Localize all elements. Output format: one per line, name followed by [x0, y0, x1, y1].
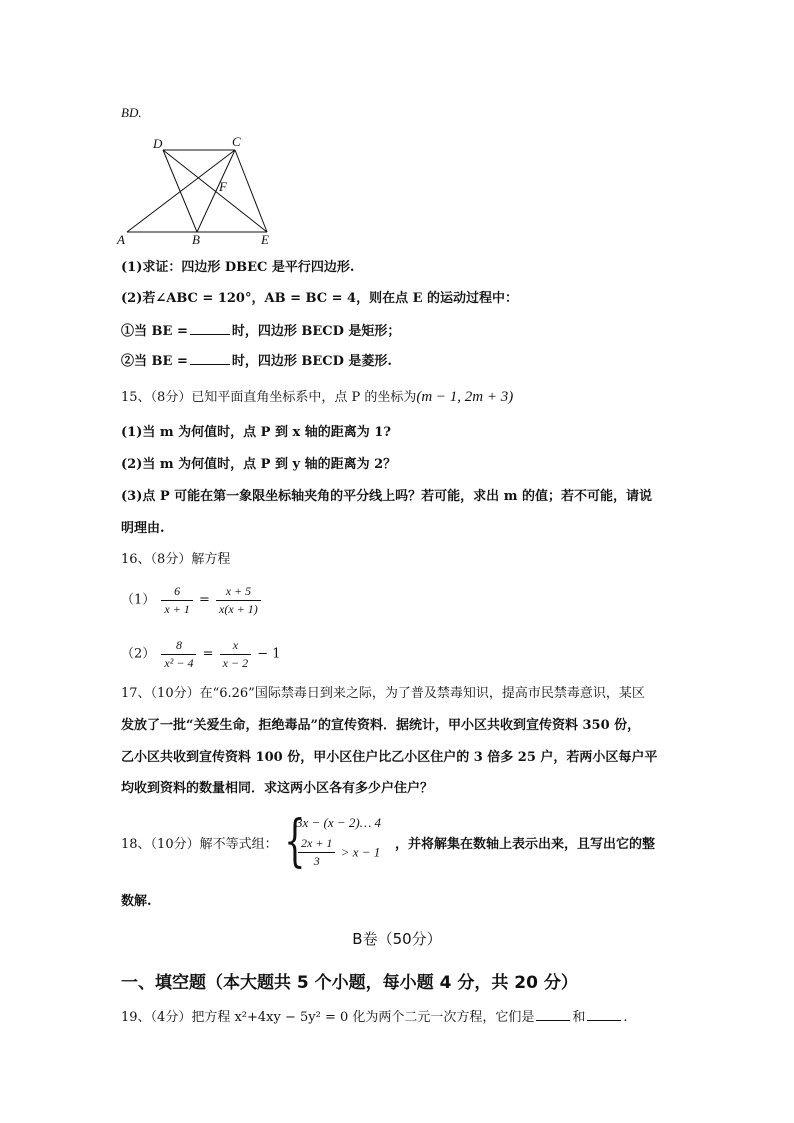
q16-e2-rden: x − 2 [222, 656, 249, 670]
q16-head: 16、（8分）解方程 [121, 552, 231, 567]
q16-e1-rnum: x + 5 [216, 584, 261, 601]
q16-e1-lnum: 6 [161, 584, 192, 601]
q16-e2-tail: − 1 [257, 646, 281, 662]
q19 [121, 1008, 628, 1027]
q19-end: . [623, 1010, 628, 1025]
q15-head-text: 15、（8分）已知平面直角坐标系中，点 P 的坐标为 [121, 390, 417, 405]
q16-equation-1 [121, 584, 263, 617]
q15-part3a: (3)点 P 可能在第一象限坐标轴夹角的平分线上吗？若可能，求出 m 的值；若不可能，请说 [121, 489, 652, 504]
q14-part3 [121, 322, 400, 341]
q16-e1-rden: x(x + 1) [219, 602, 258, 616]
geometry-figure [115, 132, 285, 247]
q16-e1-eq: = [199, 592, 210, 608]
q15-head [121, 388, 513, 407]
q16-e1-lden: x + 1 [164, 602, 190, 616]
answer-blank[interactable] [587, 1008, 621, 1021]
q16-e2-lnum: 8 [161, 638, 196, 655]
q14-part4-post: 时，四边形 BECD 是菱形. [231, 354, 392, 369]
label-b: B [192, 232, 200, 247]
q16-e1-label: （1） [121, 592, 156, 608]
answer-blank[interactable] [536, 1008, 570, 1021]
q17-line4: 均收到资料的数量相同．求这两小区各有多少户住户？ [121, 781, 434, 796]
q14-part2: (2)若∠ABC = 120°，AB = BC = 4，则在点 E 的运动过程中： [121, 291, 519, 306]
label-f: F [219, 179, 227, 194]
q18-ineq2 [296, 836, 380, 869]
q19-mid: 和 [572, 1010, 586, 1025]
line-db [163, 150, 197, 232]
q15-coord: (m − 1, 2m + 3) [416, 389, 514, 405]
q17-line1: 17、（10分）在“6.26”国际禁毒日到来之际，为了普及禁毒知识，提高市民禁毒意识，某区 [121, 686, 645, 701]
q14-part4-pre: ②当 BE = [121, 354, 188, 369]
q18-ineq1: 3x − (x − 2)… 4 [296, 815, 382, 830]
q15-part1: (1)当 m 为何值时，点 P 到 x 轴的距离为 1? [121, 425, 391, 440]
q16-e2-eq: = [202, 646, 214, 662]
label-c: C [232, 134, 241, 149]
answer-blank[interactable] [190, 322, 230, 335]
label-e: E [261, 232, 269, 247]
q18-line2: 数解. [121, 894, 152, 909]
q14-part1: (1)求证：四边形 DBEC 是平行四边形. [121, 260, 355, 275]
q16-e2-rnum: x [220, 638, 251, 655]
q17-line3: 乙小区共收到宣传资料 100 份，甲小区住户比乙小区住户的 3 倍多 25 户，若两小区每户平 [121, 750, 658, 765]
label-a: A [117, 232, 125, 247]
q18-head: 18、（10分）解不等式组： [121, 837, 278, 852]
q18-ineq2-tail: > x − 1 [340, 844, 381, 860]
section-b-title: B卷（50分） [352, 930, 442, 948]
label-d: D [153, 136, 163, 151]
q15-part2: (2)当 m 为何值时，点 P 到 y 轴的距离为 2？ [121, 457, 397, 472]
top-label: BD. [121, 105, 142, 120]
q14-part3-post: 时，四边形 BECD 是矩形； [231, 324, 401, 339]
answer-blank[interactable] [190, 352, 230, 365]
q15-part3b: 明理由. [121, 521, 165, 536]
section-fill-in-title: 一、填空题（本大题共 5 个小题，每小题 4 分，共 20 分） [121, 973, 578, 993]
q18-tail: ，并将解集在数轴上表示出来，且写出它的整 [395, 837, 656, 852]
q19-pre: 19、（4分）把方程 x²+4xy − 5y² = 0 化为两个二元一次方程，它们是 [121, 1010, 535, 1025]
q14-part3-pre: ①当 BE = [121, 324, 188, 339]
q16-e2-lden: x² − 4 [164, 656, 194, 670]
q14-part4 [121, 352, 392, 371]
q18-ineq2-den: 3 [313, 854, 320, 868]
q18-brace: { [284, 809, 306, 874]
q18-ineq2-num: 2x + 1 [298, 836, 335, 853]
q16-e2-label: （2） [121, 646, 156, 662]
q17-line2: 发放了一批“关爱生命，拒绝毒品”的宣传资料．据统计，甲小区共收到宣传资料 350 份， [121, 718, 641, 733]
q16-equation-2 [121, 638, 281, 671]
line-cb [197, 150, 235, 232]
